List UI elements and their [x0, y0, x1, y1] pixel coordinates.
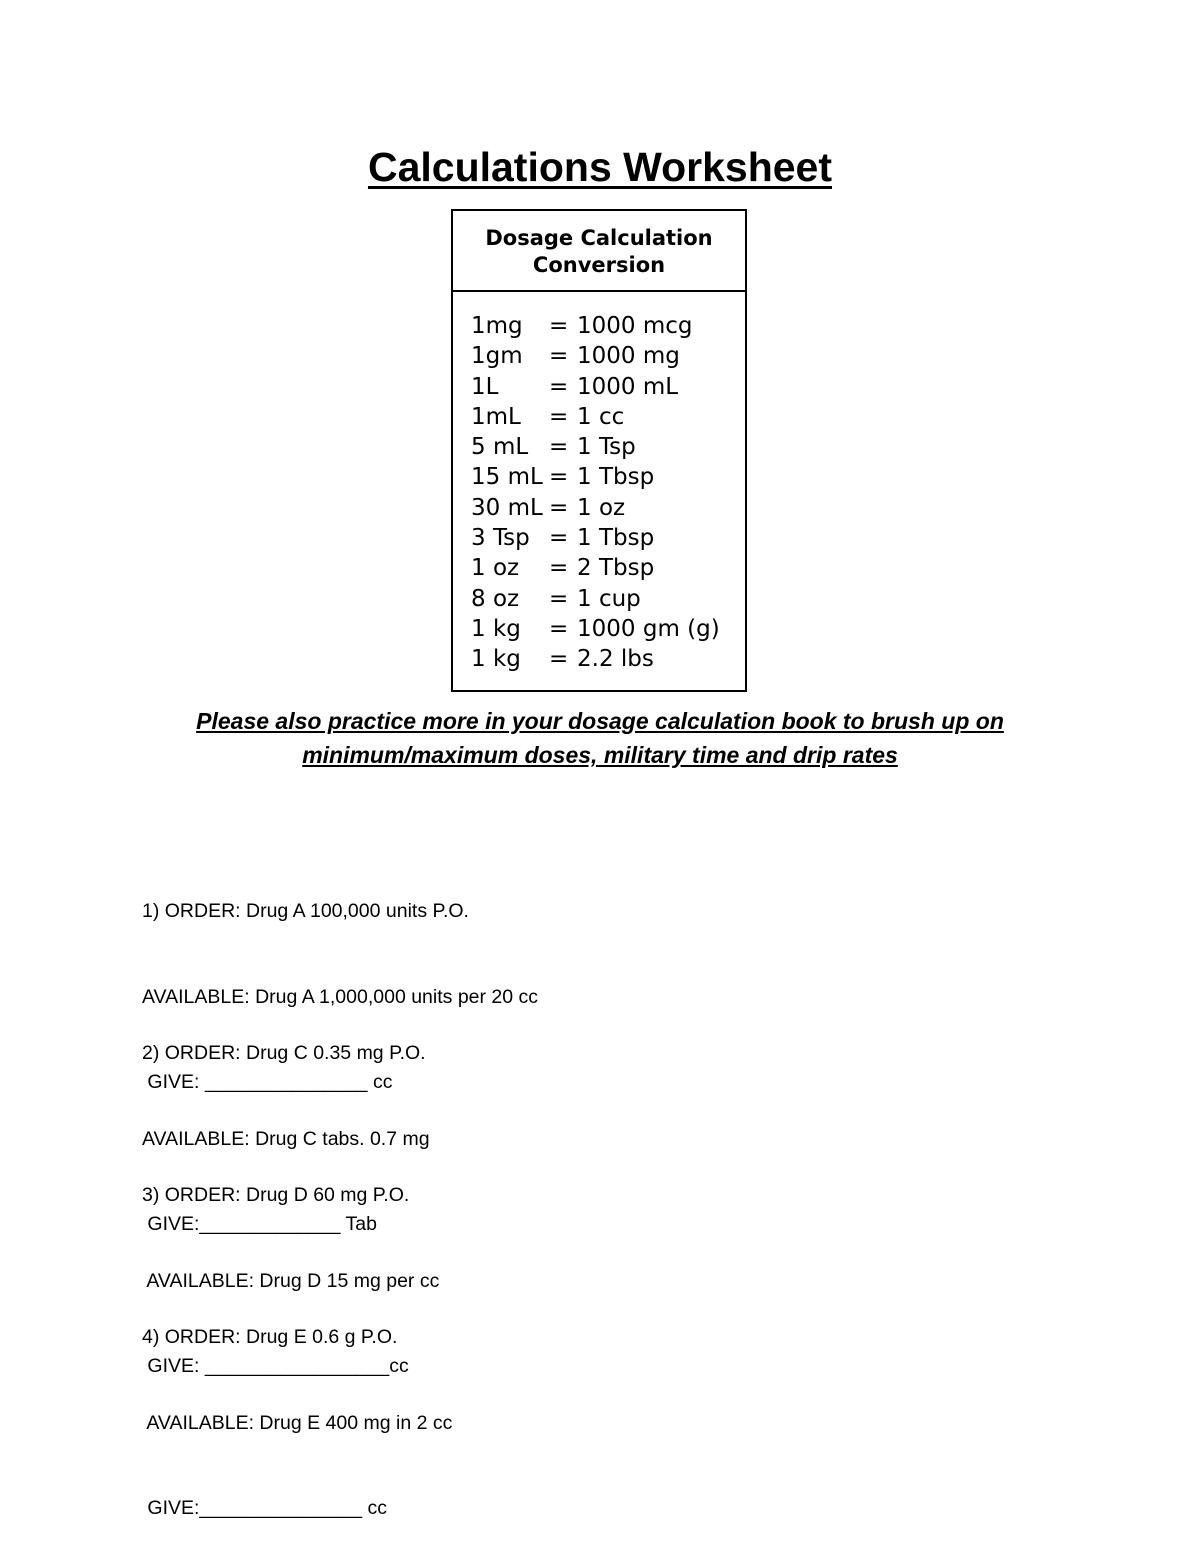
problem-give: GIVE: _________________cc — [142, 1355, 409, 1377]
conversion-lhs: 1L — [471, 373, 499, 400]
conversion-lhs: 1 kg — [471, 615, 521, 642]
conversion-lhs: 8 oz — [471, 585, 520, 612]
problem-available: AVAILABLE: Drug D 15 mg per cc — [142, 1269, 440, 1292]
equals-sign: = — [549, 555, 569, 582]
page-title — [0, 142, 1200, 192]
conversion-row — [471, 584, 720, 614]
practice-note — [100, 704, 1100, 772]
conversion-lhs: 30 mL — [471, 494, 543, 521]
conversion-rhs: 2.2 lbs — [577, 646, 654, 673]
practice-note-line1: Please also practice more in your dosage calculation book to brush up on — [196, 708, 1004, 734]
conversion-lhs: 3 Tsp — [471, 525, 530, 552]
conversion-rhs: 1000 mg — [577, 343, 680, 370]
conversion-row — [471, 432, 720, 462]
conversion-row — [471, 553, 720, 583]
conversion-rhs: 1 Tbsp — [577, 525, 655, 552]
conversion-rhs: 1000 gm (g) — [577, 615, 720, 642]
conversion-lhs: 1mL — [471, 403, 521, 430]
problem-4 — [142, 1266, 452, 1551]
equals-sign: = — [549, 525, 569, 552]
conversion-row — [471, 311, 720, 341]
conversion-header-line2: Conversion — [532, 253, 666, 277]
problem-available: AVAILABLE: Drug E 400 mg in 2 cc — [142, 1411, 453, 1434]
conversion-list — [471, 311, 720, 675]
conversion-row — [471, 614, 720, 644]
equals-sign: = — [549, 646, 569, 673]
equals-sign: = — [549, 343, 569, 370]
conversion-table — [451, 209, 747, 692]
problem-give: GIVE: _______________ cc — [142, 1071, 393, 1093]
conversion-lhs: 1 oz — [471, 555, 520, 582]
problem-order: 3) ORDER: Drug D 60 mg P.O. — [142, 1184, 410, 1206]
equals-sign: = — [549, 494, 569, 521]
conversion-lhs: 15 mL — [471, 464, 543, 491]
conversion-rhs: 1 cup — [577, 585, 641, 612]
conversion-header-line1: Dosage Calculation — [485, 226, 713, 250]
problem-give: GIVE:_____________ Tab — [142, 1213, 377, 1235]
conversion-lhs: 5 mL — [471, 434, 529, 461]
conversion-table-header — [453, 211, 745, 292]
conversion-lhs: 1 kg — [471, 646, 521, 673]
problem-order: 1) ORDER: Drug A 100,000 units P.O. — [142, 900, 469, 922]
equals-sign: = — [549, 615, 569, 642]
conversion-row — [471, 462, 720, 492]
practice-note-line2: minimum/maximum doses, military time and drip rates — [302, 742, 898, 768]
equals-sign: = — [549, 313, 569, 339]
conversion-rhs: 1 cc — [577, 403, 625, 430]
equals-sign: = — [549, 403, 569, 430]
conversion-lhs: 1mg — [471, 313, 523, 339]
conversion-rhs: 1 Tsp — [577, 434, 636, 461]
conversion-rhs: 1000 mL — [577, 373, 679, 400]
conversion-rhs: 1000 mcg — [577, 313, 693, 339]
conversion-lhs: 1gm — [471, 343, 523, 370]
conversion-row — [471, 523, 720, 553]
conversion-rhs: 1 oz — [577, 494, 626, 521]
problem-order: 2) ORDER: Drug C 0.35 mg P.O. — [142, 1042, 426, 1064]
conversion-rhs: 2 Tbsp — [577, 555, 655, 582]
page-title-text: Calculations Worksheet — [367, 144, 833, 190]
problem-available: AVAILABLE: Drug C tabs. 0.7 mg — [142, 1127, 430, 1150]
conversion-row — [471, 402, 720, 432]
conversion-row — [471, 372, 720, 402]
conversion-row — [471, 493, 720, 523]
problem-give: GIVE:_______________ cc — [142, 1497, 388, 1519]
problem-order: 4) ORDER: Drug E 0.6 g P.O. — [142, 1326, 398, 1348]
conversion-row — [471, 341, 720, 371]
equals-sign: = — [549, 585, 569, 612]
conversion-row — [471, 644, 720, 674]
equals-sign: = — [549, 434, 569, 461]
equals-sign: = — [549, 464, 569, 491]
conversion-rhs: 1 Tbsp — [577, 464, 655, 491]
problem-available: AVAILABLE: Drug A 1,000,000 units per 20 cc — [142, 985, 539, 1008]
equals-sign: = — [549, 373, 569, 400]
